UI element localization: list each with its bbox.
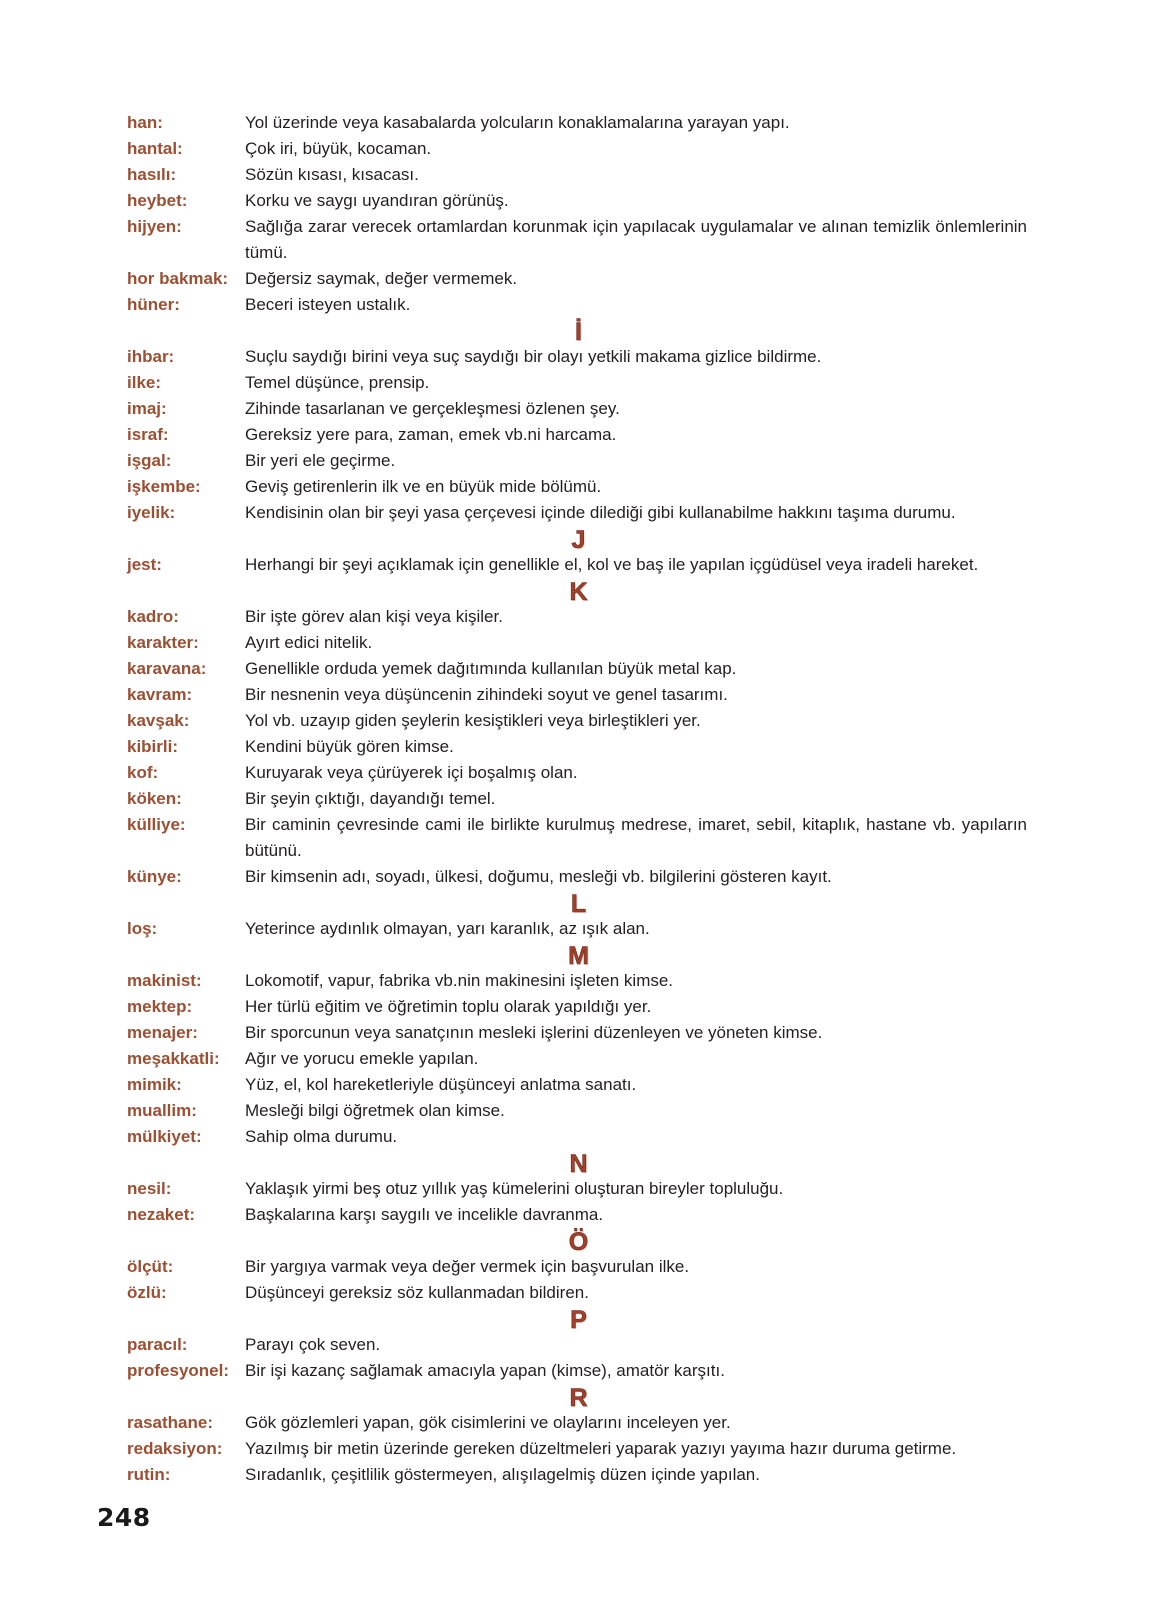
entry-definition: Yol vb. uzayıp giden şeylerin kesiştikleri veya birleştikleri yer. bbox=[245, 711, 701, 730]
entry-term: rutin: bbox=[127, 1465, 171, 1484]
glossary-entry bbox=[127, 370, 1027, 396]
entry-term: hüner: bbox=[127, 295, 180, 314]
glossary-entry bbox=[127, 552, 1027, 578]
entry-definition: Beceri isteyen ustalık. bbox=[245, 295, 411, 314]
entry-definition: Sağlığa zarar verecek ortamlardan korunmak için yapılacak uygulamalar ve alınan temizlik önlemlerinin tümü. bbox=[245, 217, 1027, 262]
entry-term: muallim: bbox=[127, 1101, 197, 1120]
entry-definition: Sözün kısası, kısacası. bbox=[245, 165, 419, 184]
glossary-entry bbox=[127, 656, 1027, 682]
glossary-entry bbox=[127, 1176, 1027, 1202]
entry-term: mektep: bbox=[127, 997, 193, 1016]
glossary-entry bbox=[127, 1358, 1027, 1384]
entry-definition: Yaklaşık yirmi beş otuz yıllık yaş kümelerini oluşturan bireyler topluluğu. bbox=[245, 1179, 784, 1198]
glossary-entry bbox=[127, 500, 1027, 526]
entry-term: rasathane: bbox=[127, 1413, 213, 1432]
glossary-entry bbox=[127, 1020, 1027, 1046]
entry-definition: Bir kimsenin adı, soyadı, ülkesi, doğumu, mesleği vb. bilgilerini gösteren kayıt. bbox=[245, 867, 832, 886]
entry-definition: Bir sporcunun veya sanatçının mesleki işlerini düzenleyen ve yöneten kimse. bbox=[245, 1023, 823, 1042]
entry-definition: Bir yargıya varmak veya değer vermek için başvurulan ilke. bbox=[245, 1257, 690, 1276]
entry-definition: Sıradanlık, çeşitlilik göstermeyen, alışılagelmiş düzen içinde yapılan. bbox=[245, 1465, 760, 1484]
entry-definition: Zihinde tasarlanan ve gerçekleşmesi özlenen şey. bbox=[245, 399, 620, 418]
entry-definition: Suçlu saydığı birini veya suç saydığı bir olayı yetkili makama gizlice bildirme. bbox=[245, 347, 822, 366]
entry-term: kavram: bbox=[127, 685, 193, 704]
entry-definition: Yazılmış bir metin üzerinde gereken düzeltmeleri yaparak yazıyı yayıma hazır duruma getirme. bbox=[245, 1439, 957, 1458]
glossary-entry bbox=[127, 214, 1027, 266]
entry-term: ilke: bbox=[127, 373, 162, 392]
section-letter-heading: İ bbox=[575, 318, 582, 346]
entry-definition: Başkalarına karşı saygılı ve incelikle davranma. bbox=[245, 1205, 604, 1224]
entry-definition: Temel düşünce, prensip. bbox=[245, 373, 430, 392]
glossary-list bbox=[127, 110, 1027, 1488]
entry-term: profesyonel: bbox=[127, 1361, 230, 1380]
section-letter-heading: N bbox=[569, 1150, 588, 1178]
glossary-entry bbox=[127, 162, 1027, 188]
entry-definition: Bir yeri ele geçirme. bbox=[245, 451, 396, 470]
entry-term: heybet: bbox=[127, 191, 188, 210]
entry-term: nesil: bbox=[127, 1179, 172, 1198]
entry-term: imaj: bbox=[127, 399, 167, 418]
entry-definition: Değersiz saymak, değer vermemek. bbox=[245, 269, 518, 288]
glossary-entry bbox=[127, 474, 1027, 500]
glossary-entry bbox=[127, 1098, 1027, 1124]
entry-definition: Bir işi kazanç sağlamak amacıyla yapan (kimse), amatör karşıtı. bbox=[245, 1361, 725, 1380]
glossary-entry bbox=[127, 1124, 1027, 1150]
entry-definition: Bir işte görev alan kişi veya kişiler. bbox=[245, 607, 503, 626]
entry-term: meşakkatli: bbox=[127, 1049, 220, 1068]
entry-definition: Bir şeyin çıktığı, dayandığı temel. bbox=[245, 789, 496, 808]
glossary-entry bbox=[127, 812, 1027, 864]
glossary-entry bbox=[127, 292, 1027, 318]
entry-definition: Herhangi bir şeyi açıklamak için genellikle el, kol ve baş ile yapılan içgüdüsel veya iradeli hareket. bbox=[245, 555, 979, 574]
entry-term: paracıl: bbox=[127, 1335, 188, 1354]
entry-term: köken: bbox=[127, 789, 182, 808]
glossary-entry bbox=[127, 864, 1027, 890]
entry-term: nezaket: bbox=[127, 1205, 196, 1224]
entry-term: jest: bbox=[127, 555, 162, 574]
entry-term: kadro: bbox=[127, 607, 179, 626]
entry-definition: Kendisinin olan bir şeyi yasa çerçevesi içinde dilediği gibi kullanabilme hakkını taşıma durumu. bbox=[245, 503, 956, 522]
entry-term: ölçüt: bbox=[127, 1257, 174, 1276]
glossary-entry bbox=[127, 344, 1027, 370]
entry-definition: Ağır ve yorucu emekle yapılan. bbox=[245, 1049, 479, 1068]
entry-definition: Çok iri, büyük, kocaman. bbox=[245, 139, 432, 158]
glossary-entry bbox=[127, 266, 1027, 292]
glossary-entry bbox=[127, 734, 1027, 760]
entry-definition: Geviş getirenlerin ilk ve en büyük mide bölümü. bbox=[245, 477, 602, 496]
glossary-entry bbox=[127, 682, 1027, 708]
glossary-entry bbox=[127, 1462, 1027, 1488]
glossary-entry bbox=[127, 1072, 1027, 1098]
entry-term: karavana: bbox=[127, 659, 207, 678]
glossary-entry bbox=[127, 708, 1027, 734]
entry-term: makinist: bbox=[127, 971, 202, 990]
entry-definition: Lokomotif, vapur, fabrika vb.nin makinesini işleten kimse. bbox=[245, 971, 674, 990]
glossary-entry bbox=[127, 422, 1027, 448]
entry-term: menajer: bbox=[127, 1023, 198, 1042]
entry-term: ihbar: bbox=[127, 347, 175, 366]
entry-term: hor bakmak: bbox=[127, 269, 229, 288]
entry-definition: Genellikle orduda yemek dağıtımında kullanılan büyük metal kap. bbox=[245, 659, 737, 678]
glossary-entry bbox=[127, 396, 1027, 422]
glossary-entry bbox=[127, 1254, 1027, 1280]
glossary-entry bbox=[127, 786, 1027, 812]
glossary-entry bbox=[127, 1410, 1027, 1436]
page-number: 248 bbox=[97, 1503, 151, 1532]
section-letter-heading: M bbox=[568, 942, 589, 970]
entry-term: mülkiyet: bbox=[127, 1127, 202, 1146]
entry-term: kibirli: bbox=[127, 737, 179, 756]
entry-definition: Korku ve saygı uyandıran görünüş. bbox=[245, 191, 509, 210]
entry-definition: Sahip olma durumu. bbox=[245, 1127, 398, 1146]
entry-definition: Kendini büyük gören kimse. bbox=[245, 737, 454, 756]
entry-term: mimik: bbox=[127, 1075, 182, 1094]
entry-definition: Mesleği bilgi öğretmek olan kimse. bbox=[245, 1101, 505, 1120]
entry-definition: Gereksiz yere para, zaman, emek vb.ni harcama. bbox=[245, 425, 617, 444]
entry-definition: Bir nesnenin veya düşüncenin zihindeki soyut ve genel tasarımı. bbox=[245, 685, 728, 704]
entry-term: kavşak: bbox=[127, 711, 190, 730]
entry-definition: Bir caminin çevresinde cami ile birlikte kurulmuş medrese, imaret, sebil, kitaplık, hastane vb. yapıların bütünü. bbox=[245, 815, 1027, 860]
entry-definition: Parayı çok seven. bbox=[245, 1335, 381, 1354]
glossary-entry bbox=[127, 1280, 1027, 1306]
glossary-entry bbox=[127, 916, 1027, 942]
glossary-entry bbox=[127, 136, 1027, 162]
entry-term: hijyen: bbox=[127, 217, 182, 236]
entry-definition: Yol üzerinde veya kasabalarda yolcuların konaklamalarına yarayan yapı. bbox=[245, 113, 790, 132]
section-letter-heading: J bbox=[571, 526, 586, 554]
glossary-entry bbox=[127, 448, 1027, 474]
section-letter-heading: Ö bbox=[568, 1228, 589, 1256]
glossary-entry bbox=[127, 630, 1027, 656]
entry-definition: Yeterince aydınlık olmayan, yarı karanlık, az ışık alan. bbox=[245, 919, 650, 938]
entry-term: han: bbox=[127, 113, 163, 132]
entry-definition: Yüz, el, kol hareketleriyle düşünceyi anlatma sanatı. bbox=[245, 1075, 637, 1094]
glossary-entry bbox=[127, 604, 1027, 630]
glossary-entry bbox=[127, 1436, 1027, 1462]
entry-term: karakter: bbox=[127, 633, 199, 652]
glossary-entry bbox=[127, 1046, 1027, 1072]
entry-term: hasılı: bbox=[127, 165, 177, 184]
glossary-entry bbox=[127, 994, 1027, 1020]
entry-term: işkembe: bbox=[127, 477, 201, 496]
entry-term: işgal: bbox=[127, 451, 172, 470]
glossary-entry bbox=[127, 1202, 1027, 1228]
entry-term: künye: bbox=[127, 867, 182, 886]
glossary-entry bbox=[127, 968, 1027, 994]
entry-term: loş: bbox=[127, 919, 158, 938]
glossary-entry bbox=[127, 188, 1027, 214]
glossary-entry bbox=[127, 1332, 1027, 1358]
section-letter-heading: R bbox=[569, 1384, 588, 1412]
glossary-entry bbox=[127, 110, 1027, 136]
section-letter-heading: K bbox=[569, 578, 588, 606]
entry-term: kof: bbox=[127, 763, 159, 782]
entry-definition: Ayırt edici nitelik. bbox=[245, 633, 373, 652]
entry-term: israf: bbox=[127, 425, 169, 444]
entry-definition: Düşünceyi gereksiz söz kullanmadan bildiren. bbox=[245, 1283, 589, 1302]
entry-term: hantal: bbox=[127, 139, 183, 158]
entry-term: iyelik: bbox=[127, 503, 176, 522]
entry-term: özlü: bbox=[127, 1283, 167, 1302]
entry-definition: Gök gözlemleri yapan, gök cisimlerini ve olaylarını inceleyen yer. bbox=[245, 1413, 731, 1432]
entry-definition: Her türlü eğitim ve öğretimin toplu olarak yapıldığı yer. bbox=[245, 997, 652, 1016]
section-letter-heading: P bbox=[570, 1306, 587, 1334]
entry-term: külliye: bbox=[127, 815, 186, 834]
glossary-entry bbox=[127, 760, 1027, 786]
entry-definition: Kuruyarak veya çürüyerek içi boşalmış olan. bbox=[245, 763, 578, 782]
section-letter-heading: L bbox=[570, 890, 587, 918]
entry-term: redaksiyon: bbox=[127, 1439, 223, 1458]
